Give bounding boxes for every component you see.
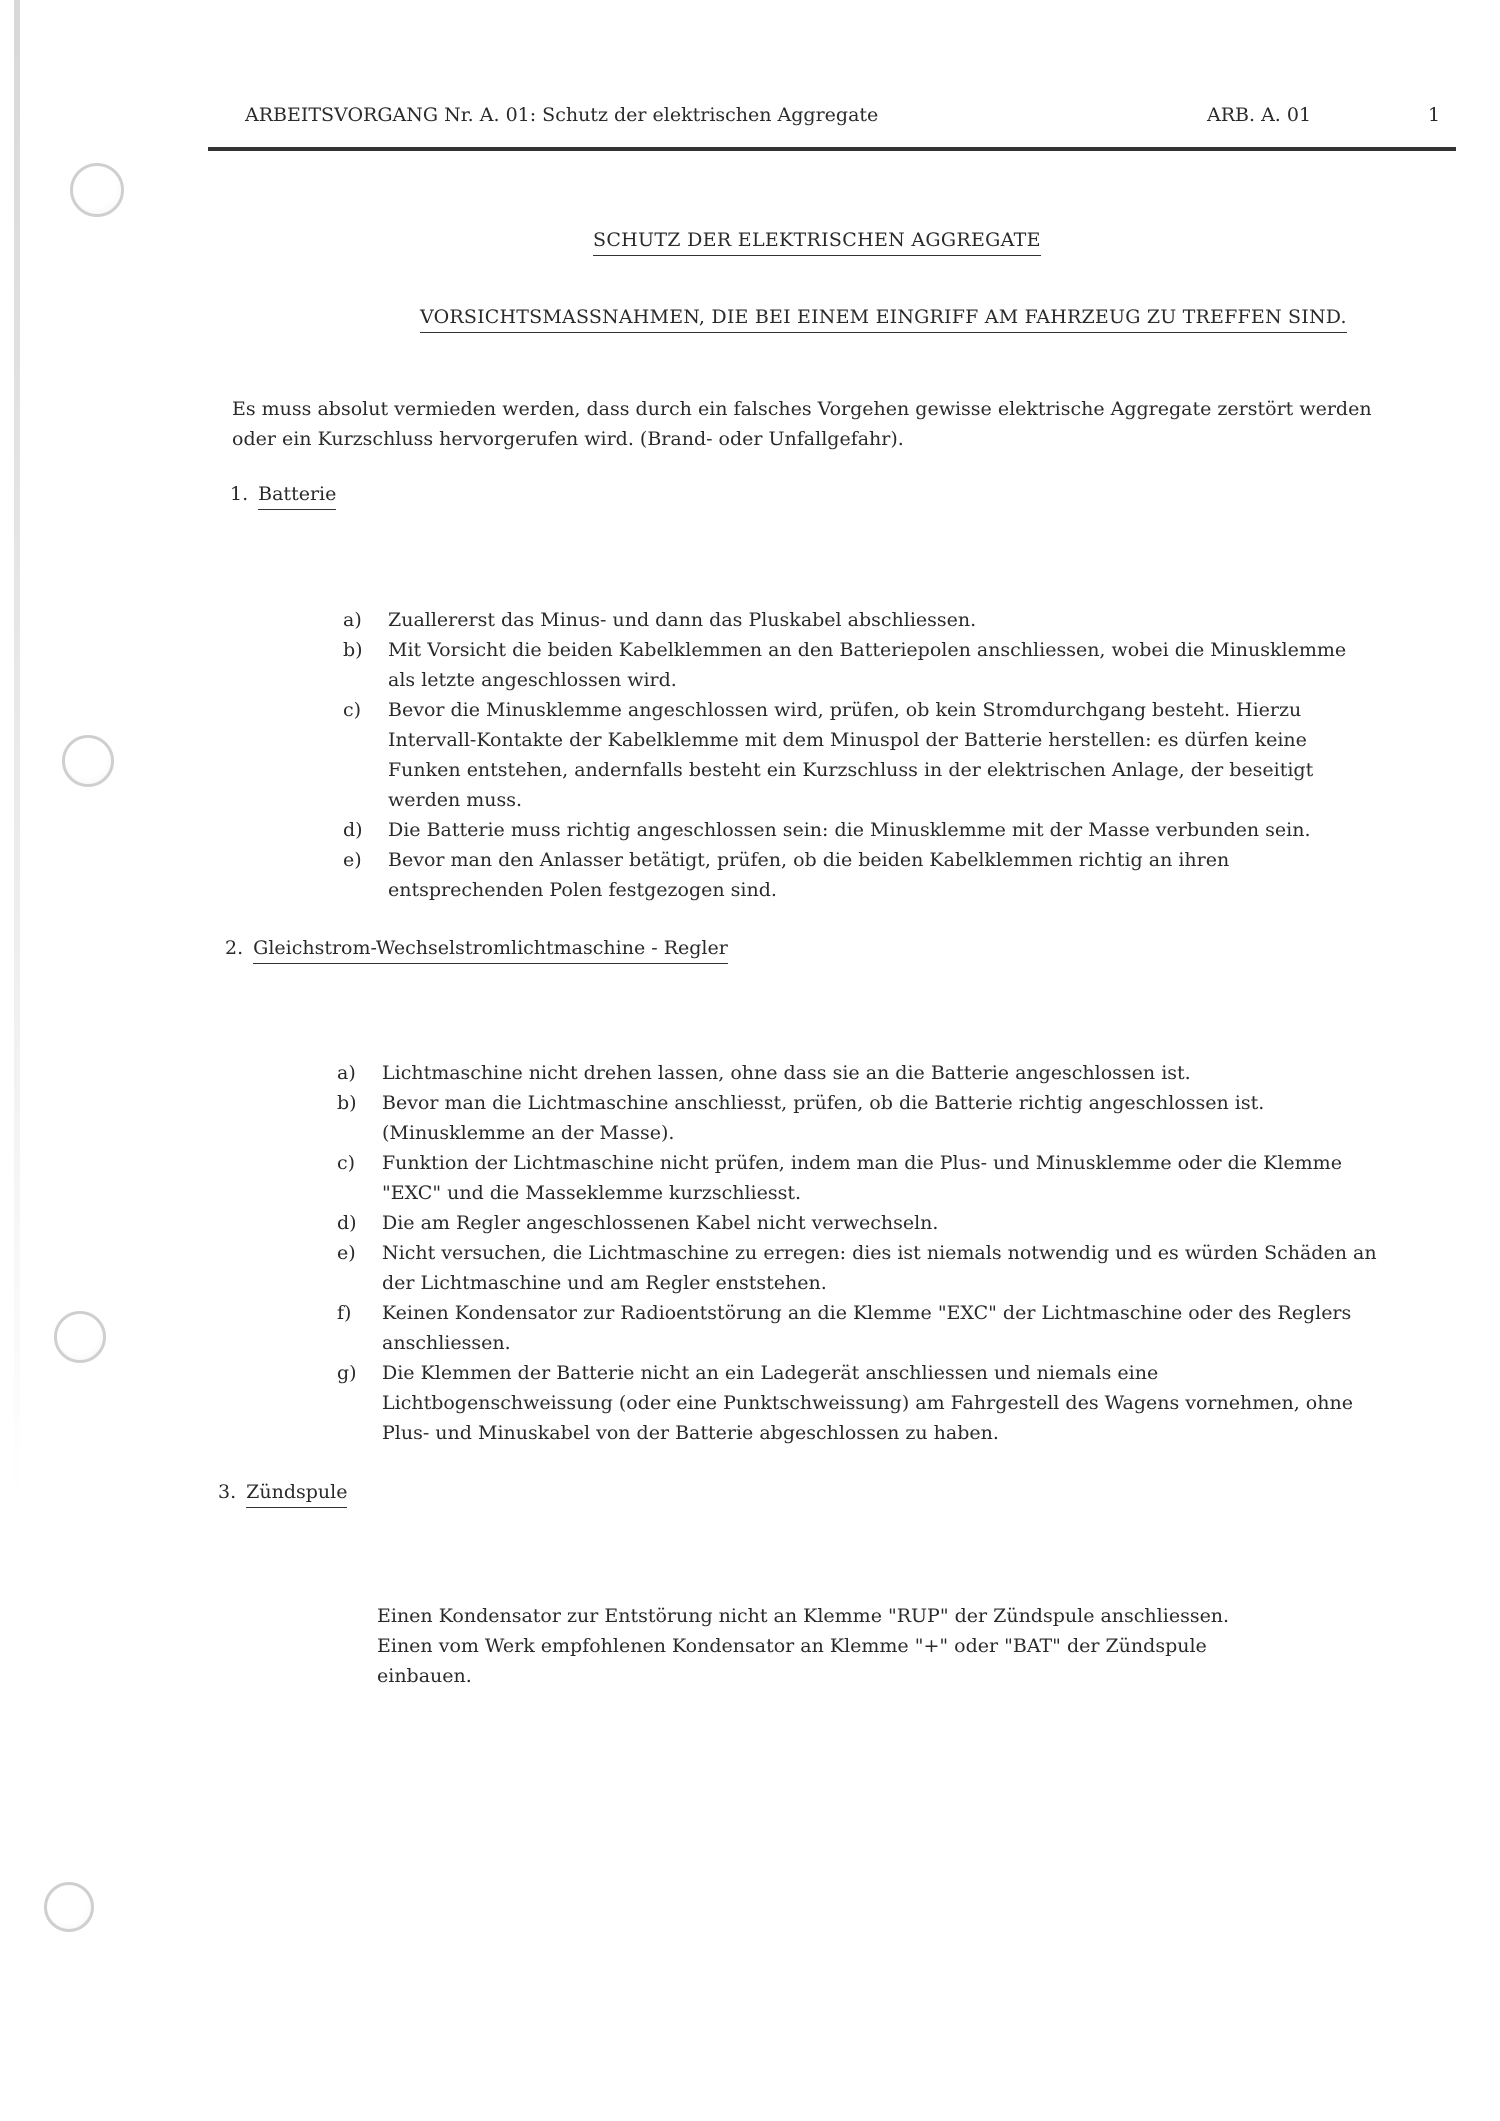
item-label: c) bbox=[337, 1152, 356, 1174]
page-number: 1 bbox=[1428, 104, 1441, 126]
item-label: d) bbox=[343, 819, 363, 841]
section-number: 3. bbox=[218, 1481, 237, 1503]
page-header bbox=[245, 104, 1445, 126]
item-label: f) bbox=[337, 1302, 352, 1324]
section-title: Gleichstrom-Wechselstromlichtmaschine - Regler bbox=[253, 937, 728, 964]
list-item bbox=[343, 695, 1373, 815]
item-text: Die am Regler angeschlossenen Kabel nicht verwechseln. bbox=[382, 1212, 939, 1234]
section-number: 2. bbox=[225, 937, 244, 959]
item-text: Mit Vorsicht die beiden Kabelklemmen an den Batteriepolen anschliessen, wobei die Minusklemme als letzte angeschlossen wird. bbox=[388, 639, 1347, 691]
item-label: b) bbox=[337, 1092, 357, 1114]
item-text: Die Batterie muss richtig angeschlossen sein: die Minusklemme mit der Masse verbunden sein. bbox=[388, 819, 1311, 841]
section-number: 1. bbox=[230, 483, 249, 505]
header-title: ARBEITSVORGANG Nr. A. 01: Schutz der elektrischen Aggregate bbox=[245, 104, 879, 126]
list-item bbox=[337, 1148, 1377, 1208]
item-label: e) bbox=[337, 1242, 356, 1264]
zuendspule-paragraph bbox=[377, 1601, 1297, 1691]
paragraph-line: Einen Kondensator zur Entstörung nicht an Klemme "RUP" der Zündspule anschliessen. bbox=[377, 1605, 1230, 1627]
list-item bbox=[343, 605, 1373, 635]
section-heading-batterie bbox=[230, 483, 336, 505]
list-item bbox=[337, 1208, 1377, 1238]
lichtmaschine-list bbox=[337, 1058, 1377, 1448]
item-text: Bevor man den Anlasser betätigt, prüfen, ob die beiden Kabelklemmen richtig an ihren entsprechenden Polen festgezogen sind. bbox=[388, 849, 1230, 901]
item-label: a) bbox=[343, 609, 362, 631]
list-item bbox=[337, 1088, 1377, 1148]
paragraph-line: Einen vom Werk empfohlenen Kondensator an Klemme "+" oder "BAT" der Zündspule einbauen. bbox=[377, 1635, 1207, 1687]
punch-hole-1 bbox=[70, 163, 124, 217]
document-title: SCHUTZ DER ELEKTRISCHEN AGGREGATE bbox=[593, 229, 1041, 256]
item-text: Zuallererst das Minus- und dann das Pluskabel abschliessen. bbox=[388, 609, 977, 631]
punch-hole-3 bbox=[54, 1311, 106, 1363]
punch-hole-4 bbox=[44, 1882, 94, 1932]
item-text: Nicht versuchen, die Lichtmaschine zu erregen: dies ist niemals notwendig und es würden Schäden an der Lichtmaschine und am Regler enststehen. bbox=[382, 1242, 1377, 1294]
item-label: b) bbox=[343, 639, 363, 661]
item-text: Bevor die Minusklemme angeschlossen wird, prüfen, ob kein Stromdurchgang besteht. Hierzu Intervall-Kontakte der Kabelklemme mit dem Minuspol der Batterie herstellen: es dürfen keine Funken entstehen, andernfalls besteht ein Kurzschluss in der elektrischen Anlage, der beseitigt werden muss. bbox=[388, 699, 1314, 811]
batterie-list bbox=[343, 605, 1373, 905]
item-label: c) bbox=[343, 699, 362, 721]
item-text: Bevor man die Lichtmaschine anschliesst, prüfen, ob die Batterie richtig angeschlossen ist. (Minusklemme an der Masse). bbox=[382, 1092, 1265, 1144]
item-label: d) bbox=[337, 1212, 357, 1234]
document-subtitle: VORSICHTSMASSNAHMEN, DIE BEI EINEM EINGRIFF AM FAHRZEUG ZU TREFFEN SIND. bbox=[420, 306, 1347, 333]
list-item bbox=[337, 1358, 1377, 1448]
item-text: Keinen Kondensator zur Radioentstörung an die Klemme "EXC" der Lichtmaschine oder des Reglers anschliessen. bbox=[382, 1302, 1352, 1354]
section-heading-lichtmaschine bbox=[225, 937, 728, 959]
item-text: Die Klemmen der Batterie nicht an ein Ladegerät anschliessen und niemals eine Lichtbogenschweissung (oder eine Punktschweissung) am Fahrgestell des Wagens vornehmen, ohne Plus- und Minuskabel von der Batterie abgeschlossen zu haben. bbox=[382, 1362, 1353, 1444]
item-label: g) bbox=[337, 1362, 357, 1384]
list-item bbox=[337, 1298, 1377, 1358]
header-reference: ARB. A. 01 bbox=[1207, 104, 1312, 126]
section-title: Batterie bbox=[258, 483, 336, 510]
list-item bbox=[337, 1058, 1377, 1088]
item-label: e) bbox=[343, 849, 362, 871]
list-item bbox=[343, 815, 1373, 845]
list-item bbox=[343, 635, 1373, 695]
list-item bbox=[337, 1238, 1377, 1298]
punch-hole-2 bbox=[62, 735, 114, 787]
list-item bbox=[343, 845, 1373, 905]
section-title: Zündspule bbox=[246, 1481, 347, 1508]
header-rule bbox=[208, 147, 1456, 151]
item-text: Lichtmaschine nicht drehen lassen, ohne dass sie an die Batterie angeschlossen ist. bbox=[382, 1062, 1191, 1084]
item-label: a) bbox=[337, 1062, 356, 1084]
scan-edge-shadow bbox=[14, 0, 20, 1500]
intro-paragraph: Es muss absolut vermieden werden, dass durch ein falsches Vorgehen gewisse elektrische Aggregate zerstört werden oder ein Kurzschluss hervorgerufen wird. (Brand- oder Unfallgefahr). bbox=[232, 398, 1372, 450]
item-text: Funktion der Lichtmaschine nicht prüfen, indem man die Plus- und Minusklemme oder die Klemme "EXC" und die Masseklemme kurzschliesst. bbox=[382, 1152, 1342, 1204]
section-heading-zuendspule bbox=[218, 1481, 347, 1503]
